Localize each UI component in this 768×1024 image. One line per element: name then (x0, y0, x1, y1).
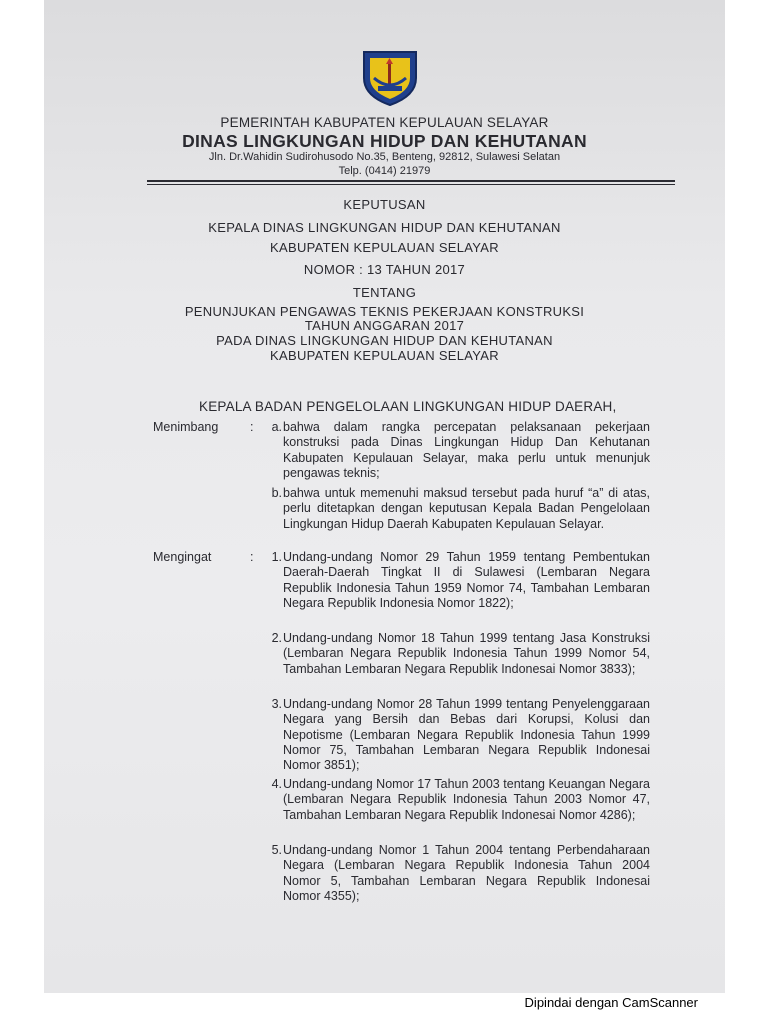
clause-text: bahwa dalam rangka percepatan pelaksanaan pekerjaan konstruksi pada Dinas Lingkungan Hidup Dan Kehutanan Kabupaten Kepulauan Selayar, maka perlu untuk menunjuk pengawas teknis; (283, 420, 650, 480)
decree-subject-line: KABUPATEN KEPULAUAN SELAYAR (270, 348, 499, 363)
menimbang-colon: : (250, 420, 254, 434)
department-phone: Telp. (0414) 21979 (338, 165, 431, 177)
clause-marker: b. (271, 486, 282, 500)
department-name: DINAS LINGKUNGAN HIDUP DAN KEHUTANAN (182, 131, 587, 151)
clause-text: Undang-undang Nomor 17 Tahun 2003 tentang Keuangan Negara (Lembaran Negara Republik Indonesia Tahun 2003 Nomor 47, Tambahan Lembaran Negara Republik Indonesai Nomor 4286); (283, 777, 650, 822)
decree-about: TENTANG (352, 285, 417, 300)
clause-marker: a. (271, 420, 282, 434)
mengingat-label: Mengingat (153, 550, 212, 564)
government-name: PEMERINTAH KABUPATEN KEPULAUAN SELAYAR (220, 115, 549, 130)
clause-marker: 1. (271, 550, 282, 564)
letterhead-divider-thin (147, 184, 675, 185)
mengingat-colon: : (250, 550, 254, 564)
clause-marker: 4. (271, 777, 282, 791)
scanned-document-page (44, 0, 725, 993)
clause-text: bahwa untuk memenuhi maksud tersebut pada huruf “a” di atas, perlu ditetapkan dengan keputusan Kepala Badan Pengelolaan Lingkungan Hidup Daerah Kabupaten Kepulauan Selayar. (283, 486, 650, 531)
clause-marker: 2. (271, 631, 282, 645)
menimbang-label: Menimbang (153, 420, 219, 434)
decree-subject-line: PENUNJUKAN PENGAWAS TEKNIS PEKERJAAN KONSTRUKSI (184, 304, 585, 319)
clause-text: Undang-undang Nomor 29 Tahun 1959 tentang Pembentukan Daerah-Daerah Tingkat II di Sulawesi (Lembaran Negara Republik Indonesia Tahun 1959 Nomor 74, Tambahan Lembaran Negara Republik Indonesia Nomor 1822); (283, 550, 650, 610)
decree-region: KABUPATEN KEPULAUAN SELAYAR (270, 240, 499, 255)
clause-text: Undang-undang Nomor 1 Tahun 2004 tentang Perbendaharaan Negara (Lembaran Negara Republik Indonesia Tahun 2004 Nomor 5, Tambahan Lembaran Negara Republik Indonesai Nomor 4355); (283, 843, 650, 903)
decree-subject-line: PADA DINAS LINGKUNGAN HIDUP DAN KEHUTANAN (216, 333, 553, 348)
decree-number: NOMOR : 13 TAHUN 2017 (303, 262, 466, 277)
department-address: Jln. Dr.Wahidin Sudirohusodo No.35, Benteng, 92812, Sulawesi Selatan (208, 151, 561, 163)
decree-subject-line: TAHUN ANGGARAN 2017 (304, 318, 465, 333)
clause-text: Undang-undang Nomor 18 Tahun 1999 tentang Jasa Konstruksi (Lembaran Negara Republik Indonesia Tahun 1999 Nomor 54, Tambahan Lembaran Negara Republik Indonesai Nomor 3833); (283, 631, 650, 676)
scanner-watermark: Dipindai dengan CamScanner (524, 995, 698, 1010)
clause-marker: 3. (271, 697, 282, 711)
decree-heading: KEPUTUSAN (343, 197, 426, 212)
clause-marker: 5. (271, 843, 282, 857)
letterhead-divider-thick (147, 180, 675, 182)
clause-text: Undang-undang Nomor 28 Tahun 1999 tentang Penyelenggaraan Negara yang Bersih dan Bebas dari Korupsi, Kolusi dan Nepotisme (Lembaran Negara Republik Indonesia Tahun 1999 Nomor 75, Tambahan Lembaran Negara Republik Indonesai Nomor 3851); (283, 697, 650, 773)
decree-issuer: KEPALA DINAS LINGKUNGAN HIDUP DAN KEHUTANAN (208, 220, 561, 235)
regency-crest-icon (358, 48, 422, 108)
body-headline: KEPALA BADAN PENGELOLAAN LINGKUNGAN HIDUP DAERAH, (199, 399, 617, 414)
